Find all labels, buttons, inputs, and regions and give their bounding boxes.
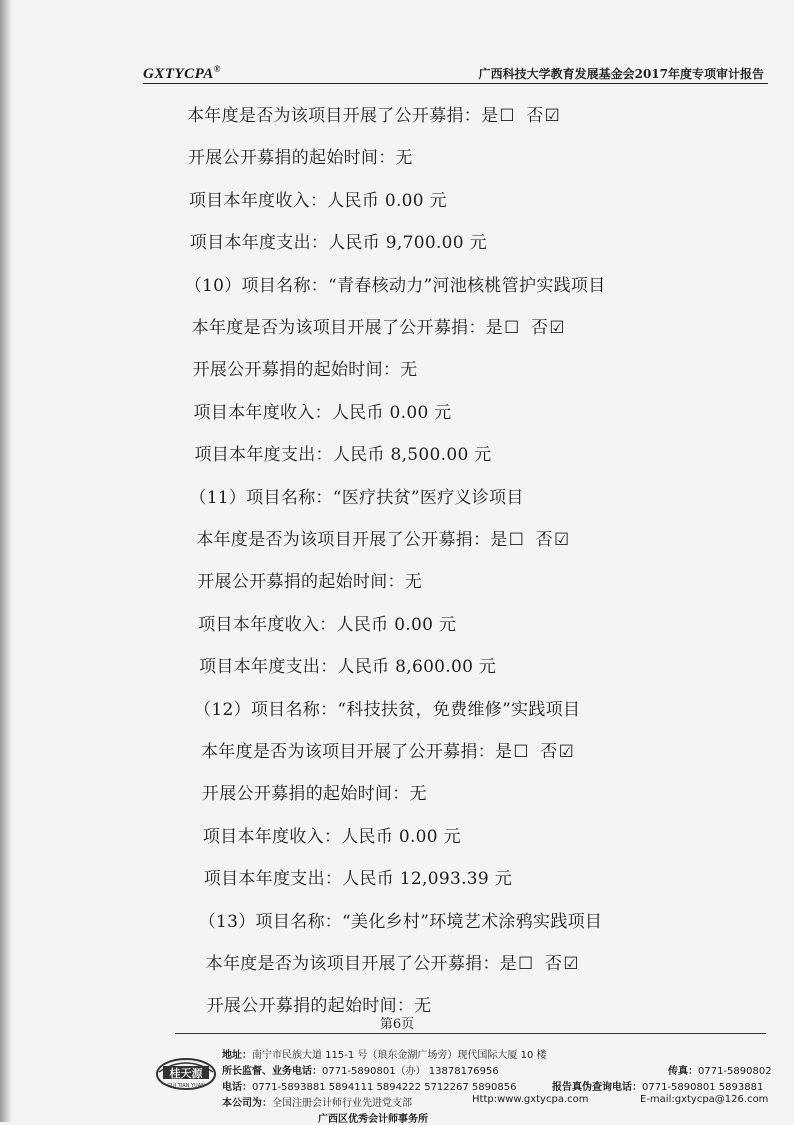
project-detail-line: 项目本年度支出：人民币 8,600.00 元 (199, 657, 497, 678)
footer-verify-phone: 报告真伪查询电话：0771-5890801 5893881 (552, 1082, 764, 1093)
project-detail-line: 项目本年度支出：人民币 12,093.39 元 (203, 869, 513, 890)
project-detail-line: 开展公开募捐的起始时间：无 (192, 360, 418, 381)
fundraising-question (192, 313, 565, 338)
fundraising-question (187, 101, 560, 126)
project-detail-line: 开展公开募捐的起始时间：无 (201, 784, 427, 805)
project-title: （13）项目名称：“美化乡村”环境艺术涂鸦实践项目 (198, 911, 603, 932)
fundraising-question (206, 949, 579, 974)
project-detail-line: 项目本年度支出：人民币 8,500.00 元 (194, 445, 492, 466)
question-label: 本年度是否为该项目开展了公开募捐：是 (200, 742, 513, 762)
fundraising-question (196, 525, 569, 550)
logo-pinyin: GUI TIAN YUAN (167, 1083, 205, 1089)
no-label: 否 (524, 530, 553, 550)
no-checkbox-checked[interactable]: ☑ (544, 106, 561, 126)
project-title: （10）项目名称：“青春核动力”河池核桃管护实践项目 (184, 275, 606, 296)
project-detail-line: 项目本年度收入：人民币 0.00 元 (193, 402, 452, 423)
yes-checkbox-unchecked[interactable]: ☐ (513, 742, 529, 762)
footer-branch: 本公司为：全国注册会计师行业先进党支部 (222, 1098, 412, 1109)
no-label: 否 (528, 742, 558, 762)
brand-mark: ® (213, 64, 221, 74)
footer-address: 地址：南宁市民族大道 115-1 号（琅东金湖广场旁）现代国际大厦 10 楼 (222, 1050, 547, 1061)
question-label: 本年度是否为该项目开展了公开募捐：是 (187, 106, 499, 126)
footer-tel: 电话：0771-5893881 5894111 5894222 5712267 5890856 (222, 1082, 517, 1093)
no-checkbox-checked[interactable]: ☑ (549, 318, 565, 338)
footer-website[interactable]: Http:www.gxtycpa.com (472, 1094, 589, 1105)
project-detail-line: 项目本年度收入：人民币 0.00 元 (188, 190, 447, 211)
yes-checkbox-unchecked[interactable]: ☐ (504, 318, 520, 338)
no-label: 否 (533, 954, 563, 974)
footer-phone: 所长监督、业务电话：0771-5890801（办） 13878176956 (222, 1066, 499, 1077)
yes-checkbox-unchecked[interactable]: ☐ (508, 530, 525, 550)
fundraising-question (201, 737, 574, 762)
project-detail-line: 项目本年度收入：人民币 0.00 元 (202, 826, 461, 847)
header-report-title: 广西科技大学教育发展基金会2017年度专项审计报告 (478, 67, 764, 81)
footer-honor: 广西区优秀会计师事务所 (318, 1114, 428, 1125)
project-title: （12）项目名称：“科技扶贫，免费维修”实践项目 (194, 699, 581, 720)
no-checkbox-checked[interactable]: ☑ (558, 742, 575, 762)
page-number: 第6页 (379, 1017, 415, 1032)
question-label: 本年度是否为该项目开展了公开募捐：是 (205, 954, 518, 974)
project-title: （11）项目名称：“医疗扶贫”医疗义诊项目 (189, 487, 524, 508)
project-detail-line: 项目本年度支出：人民币 9,700.00 元 (189, 233, 487, 254)
footer-email[interactable]: E-mail:gxtycpa@126.com (640, 1094, 769, 1105)
brand-name: GXTYCPA (143, 66, 214, 82)
logo-text: 桂天源 (169, 1067, 203, 1080)
project-detail-line: 项目本年度收入：人民币 0.00 元 (198, 614, 457, 635)
no-label: 否 (514, 106, 544, 126)
no-checkbox-checked[interactable]: ☑ (563, 954, 579, 974)
project-detail-line: 开展公开募捐的起始时间：无 (187, 148, 413, 169)
project-detail-line: 开展公开募捐的起始时间：无 (197, 572, 423, 593)
firm-logo (155, 1052, 217, 1092)
no-checkbox-checked[interactable]: ☑ (553, 530, 570, 550)
footer-fax: 传真：0771-5890802 (668, 1066, 772, 1077)
yes-checkbox-unchecked[interactable]: ☐ (499, 106, 515, 126)
yes-checkbox-unchecked[interactable]: ☐ (518, 954, 534, 974)
footer-divider (175, 1033, 766, 1034)
no-label: 否 (519, 318, 549, 338)
question-label: 本年度是否为该项目开展了公开募捐：是 (191, 318, 504, 338)
question-label: 本年度是否为该项目开展了公开募捐：是 (196, 530, 508, 550)
project-detail-line: 开展公开募捐的起始时间：无 (206, 996, 432, 1017)
